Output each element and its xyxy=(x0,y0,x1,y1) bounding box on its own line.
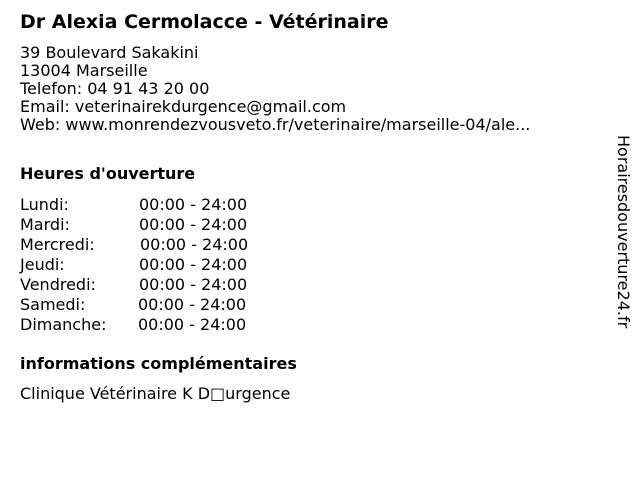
additional-info-text: Clinique Vétérinaire K D□urgence xyxy=(20,384,291,403)
day-label: Vendredi: xyxy=(20,275,96,294)
time-range: 00:00 - 24:00 xyxy=(139,215,248,234)
email-line: Email: veterinairekdurgence@gmail.com xyxy=(20,97,347,116)
phone-line: Telefon: 04 91 43 20 00 xyxy=(20,79,210,98)
day-label: Dimanche: xyxy=(20,315,107,334)
day-label: Samedi: xyxy=(20,295,86,314)
additional-info-heading: informations complémentaires xyxy=(20,354,297,373)
web-line: Web: www.monrendezvousveto.fr/veterinaire/marseille-04/ale... xyxy=(20,115,531,134)
hours-row-saturday xyxy=(20,295,320,315)
time-range: 00:00 - 24:00 xyxy=(139,275,248,294)
hours-row-sunday xyxy=(20,315,320,335)
time-range: 00:00 - 24:00 xyxy=(138,315,247,334)
address-city: 13004 Marseille xyxy=(20,61,148,80)
time-range: 00:00 - 24:00 xyxy=(139,255,248,274)
address-street: 39 Boulevard Sakakini xyxy=(20,43,199,62)
day-label: Jeudi: xyxy=(20,255,65,274)
time-range: 00:00 - 24:00 xyxy=(138,295,247,314)
hours-row-monday xyxy=(20,195,320,215)
time-range: 00:00 - 24:00 xyxy=(140,235,249,254)
day-label: Mardi: xyxy=(20,215,70,234)
hours-row-wednesday xyxy=(20,235,320,255)
hours-row-tuesday xyxy=(20,215,320,235)
opening-hours-table xyxy=(20,195,320,335)
day-label: Lundi: xyxy=(20,195,69,214)
day-label: Mercredi: xyxy=(20,235,95,254)
time-range: 00:00 - 24:00 xyxy=(139,195,248,214)
contact-block xyxy=(20,44,530,134)
hours-heading: Heures d'ouverture xyxy=(20,164,196,183)
hours-row-thursday xyxy=(20,255,320,275)
hours-row-friday xyxy=(20,275,320,295)
page-title: Dr Alexia Cermolacce - Vétérinaire xyxy=(20,11,389,33)
site-brand-vertical: Horairesdouverture24.fr xyxy=(614,135,633,329)
